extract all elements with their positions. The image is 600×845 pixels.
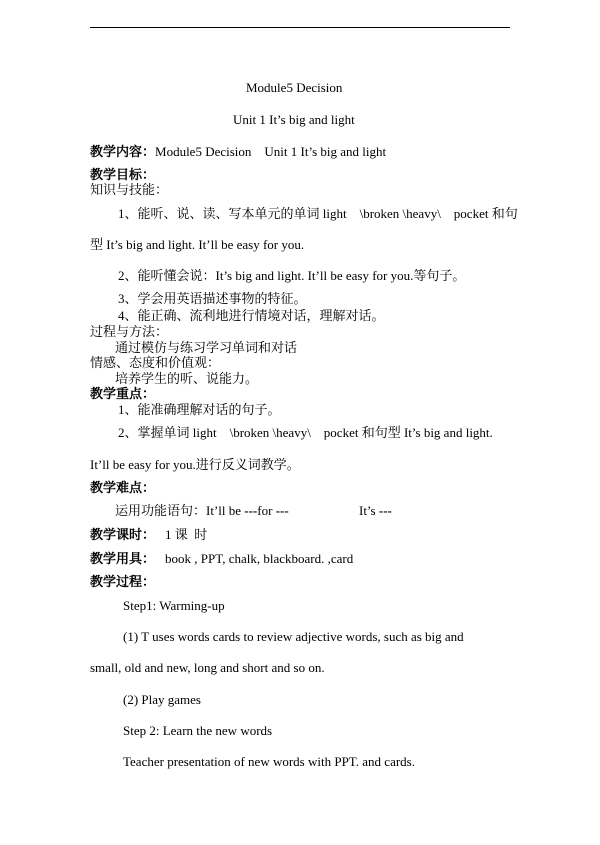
difficulty-dash-2: --- — [275, 503, 289, 518]
hours-label: 教学课时： — [90, 527, 156, 542]
difficulty-text-c: It’s — [359, 503, 379, 518]
goals-label: 教学目标： — [90, 167, 156, 182]
procedure-p3: Teacher presentation of new words with PPT. and cards. — [123, 754, 415, 769]
procedure-p1a: (1) T uses words cards to review adjective words, such as big and — [123, 629, 464, 644]
tools-row — [90, 551, 353, 567]
content-row — [90, 144, 386, 160]
difficulty-text-b: for — [257, 503, 276, 518]
procedure-label: 教学过程： — [90, 574, 156, 589]
difficulty-label: 教学难点： — [90, 480, 156, 495]
process-label: 过程与方法： — [90, 324, 169, 339]
key-item-2b: It’ll be easy for you.进行反义词教学。 — [90, 457, 300, 472]
difficulty-dash-3: --- — [378, 503, 392, 518]
emotion-text: 培养学生的听、说能力。 — [115, 371, 259, 386]
tools-label: 教学用具： — [90, 551, 156, 566]
content-label: 教学内容： — [90, 144, 156, 159]
key-item-2a: 2、掌握单词 light \broken \heavy\ pocket 和句型 It’s big and light. — [118, 425, 493, 440]
hours-text: 1 课 时 — [165, 527, 208, 542]
emotion-label: 情感、态度和价值观： — [90, 355, 221, 370]
key-label: 教学重点： — [90, 386, 156, 401]
header-rule — [90, 27, 510, 28]
difficulty-dash-1: --- — [244, 503, 258, 518]
step-1: Step1: Warming-up — [123, 598, 225, 613]
goal-item-4: 4、能正确、流利地进行情境对话，理解对话。 — [118, 308, 385, 323]
goal-item-3: 3、学会用英语描述事物的特征。 — [118, 291, 307, 306]
difficulty-text-a: 运用功能语句：It’ll be — [115, 503, 245, 518]
procedure-p2: (2) Play games — [123, 692, 201, 707]
procedure-p1b: small, old and new, long and short and so on. — [90, 660, 325, 675]
goal-item-1a: 1、能听、说、读、写本单元的单词 light \broken \heavy\ pocket 和句 — [118, 206, 518, 221]
content-text: Module5 Decision Unit 1 It’s big and light — [155, 144, 387, 159]
unit-title: Unit 1 It’s big and light — [233, 112, 355, 127]
hours-row — [90, 527, 207, 543]
goal-item-2: 2、能听懂会说：It’s big and light. It’ll be easy for you.等句子。 — [118, 268, 466, 283]
tools-text: book , PPT, chalk, blackboard. ,card — [165, 551, 354, 566]
module-title: Module5 Decision — [246, 80, 343, 95]
difficulty-row-2 — [359, 503, 392, 519]
knowledge-label: 知识与技能： — [90, 182, 169, 197]
key-item-1: 1、能准确理解对话的句子。 — [118, 402, 281, 417]
process-text: 通过模仿与练习学习单词和对话 — [115, 340, 298, 355]
step-2: Step 2: Learn the new words — [123, 723, 273, 738]
goal-item-1b: 型 It’s big and light. It’ll be easy for you. — [90, 237, 305, 252]
difficulty-row — [115, 503, 289, 519]
